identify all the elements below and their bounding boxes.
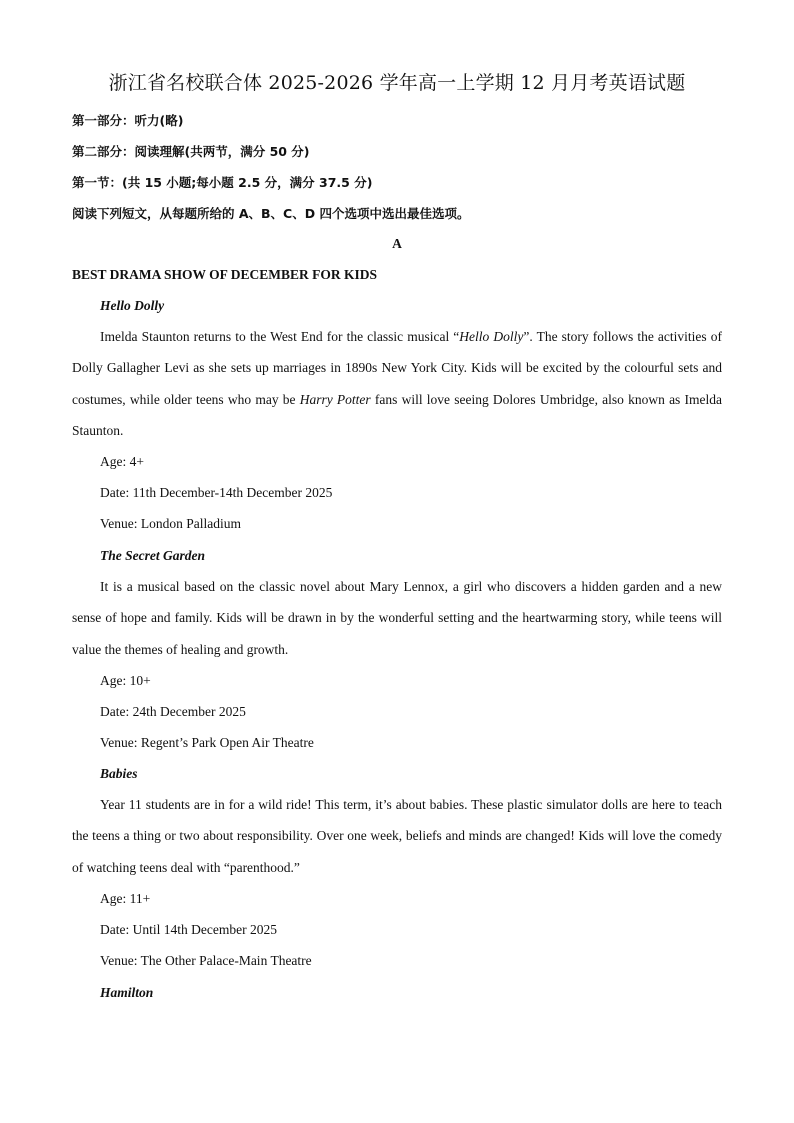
show-title-secret-garden: The Secret Garden bbox=[100, 548, 205, 563]
passage-heading: BEST DRAMA SHOW OF DECEMBER FOR KIDS bbox=[72, 267, 378, 282]
show-description-babies: Year 11 students are in for a wild ride! This term, it’s about babies. These plastic simulator dolls are here to teach the teens a thing or two about responsibility. Over one week, beliefs and minds are changed! Kids will love the comedy of watching teens deal with “parenthood.” bbox=[72, 797, 722, 875]
page-title: 浙江省名校联合体 2025-2026 学年高一上学期 12 月月考英语试题 bbox=[108, 72, 686, 94]
show-description-secret-garden: It is a musical based on the classic novel about Mary Lennox, a girl who discovers a hidden garden and a new sense of hope and family. Kids will be drawn in by the wonderful setting and the heartwarming story, while teens will value the themes of healing and growth. bbox=[72, 579, 722, 657]
part-two-label: 第二部分：阅读理解(共两节，满分 50 分) bbox=[72, 144, 310, 159]
show-title-hello-dolly: Hello Dolly bbox=[100, 298, 165, 313]
show-date-hello-dolly: Date: 11th December-14th December 2025 bbox=[100, 485, 333, 500]
show-venue-hello-dolly: Venue: London Palladium bbox=[100, 516, 241, 531]
show-description-hello-dolly bbox=[72, 321, 722, 446]
desc-text: fans will love seeing Dolores Umbridge, also known as Imelda Staunton. bbox=[72, 391, 722, 438]
desc-italic-title: Harry Potter bbox=[299, 391, 371, 407]
show-age-babies: Age: 11+ bbox=[100, 891, 151, 906]
show-venue-secret-garden: Venue: Regent’s Park Open Air Theatre bbox=[100, 735, 314, 750]
desc-text: Imelda Staunton returns to the West End for the classic musical “ bbox=[100, 329, 460, 344]
show-date-secret-garden: Date: 24th December 2025 bbox=[100, 704, 246, 719]
part-one-label: 第一部分：听力(略) bbox=[72, 113, 184, 128]
show-title-babies: Babies bbox=[100, 766, 138, 781]
show-age-secret-garden: Age: 10+ bbox=[100, 673, 151, 688]
passage-letter: A bbox=[392, 236, 402, 251]
show-date-babies: Date: Until 14th December 2025 bbox=[100, 922, 277, 937]
show-venue-babies: Venue: The Other Palace-Main Theatre bbox=[100, 953, 312, 968]
section-one-label: 第一节：(共 15 小题;每小题 2.5 分，满分 37.5 分) bbox=[72, 175, 373, 190]
show-title-hamilton: Hamilton bbox=[100, 985, 154, 1000]
desc-italic-title: Hello Dolly bbox=[459, 329, 524, 344]
desc-text: ”. The story follows the activities of Dolly Gallagher Levi as she sets up marriages in 1890s New York City. Kids will be excited by the colourful sets and costumes, while older teens who may be bbox=[72, 329, 722, 407]
instructions: 阅读下列短文，从每题所给的 A、B、C、D 四个选项中选出最佳选项。 bbox=[72, 206, 470, 221]
show-age-hello-dolly: Age: 4+ bbox=[100, 454, 144, 469]
